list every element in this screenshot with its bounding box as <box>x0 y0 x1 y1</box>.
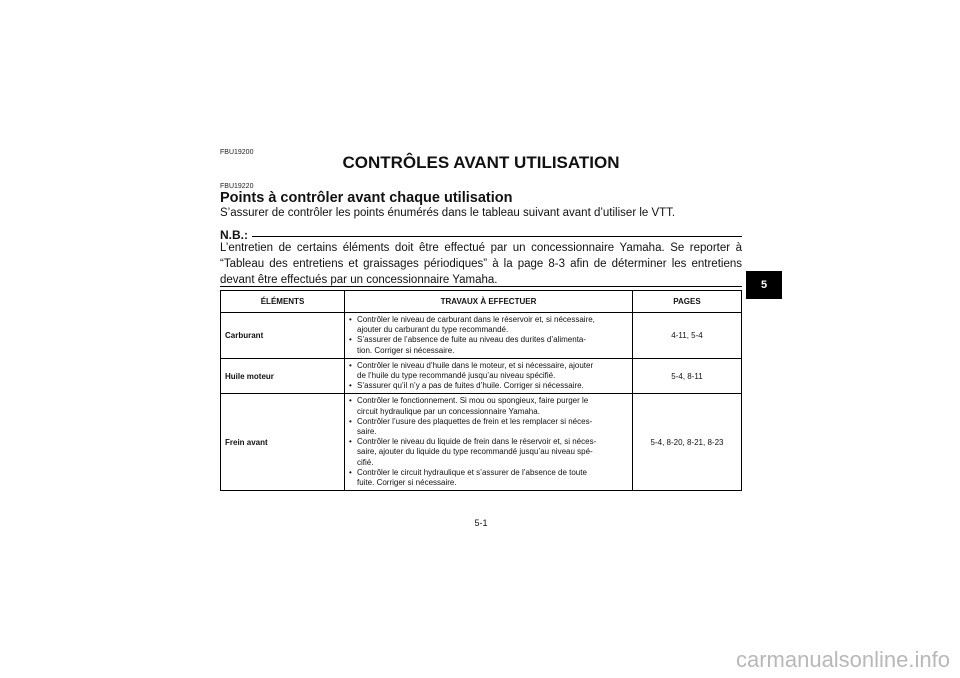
header-items: ÉLÉMENTS <box>221 291 345 313</box>
note-label: N.B.: <box>220 228 248 242</box>
note-divider-bottom <box>220 286 742 287</box>
page-number: 5-1 <box>474 518 488 528</box>
intro-text: S’assurer de contrôler les points énumérés dans le tableau suivant avant d’utiliser le VTT. <box>220 207 676 219</box>
pre-operation-check-table <box>220 290 742 491</box>
task-item: • Contrôler le circuit hydraulique et s’assurer de l’absence de toute fuite. Corriger si nécessaire. <box>349 468 628 488</box>
row-pages: 5-4, 8-20, 8-21, 8-23 <box>633 394 742 491</box>
header-tasks: TRAVAUX À EFFECTUER <box>345 291 633 313</box>
task-item: • Contrôler l’usure des plaquettes de frein et les remplacer si néces- saire. <box>349 417 628 437</box>
task-item: • Contrôler le niveau d’huile dans le moteur, et si nécessaire, ajouter de l’huile du type recommandé jusqu’au niveau spécifié. <box>349 361 628 381</box>
row-pages: 4-11, 5-4 <box>633 313 742 359</box>
header-pages: PAGES <box>633 291 742 313</box>
task-item: • S’assurer qu’il n’y a pas de fuites d’huile. Corriger si nécessaire. <box>349 381 628 391</box>
note-text: L’entretien de certains éléments doit être effectué par un concessionnaire Yamaha. Se reporter à “Tableau des entretiens et graissages périodiques” à la page 8-3 afin de déterminer les entretiens devant être effectués par un concessionnaire Yamaha. <box>220 242 742 286</box>
row-tasks <box>345 313 633 359</box>
table-row <box>221 358 742 394</box>
note-divider-top <box>252 236 742 237</box>
row-tasks <box>345 358 633 394</box>
table-header-row <box>221 291 742 313</box>
document-code-section: FBU19220 <box>220 183 254 190</box>
section-title: Points à contrôler avant chaque utilisation <box>220 190 513 206</box>
chapter-tab: 5 <box>746 271 782 299</box>
task-item: • Contrôler le niveau de carburant dans le réservoir et, si nécessaire, ajouter du carburant du type recommandé. <box>349 315 628 335</box>
task-item: • Contrôler le fonctionnement. Si mou ou spongieux, faire purger le circuit hydraulique par un concessionnaire Yamaha. <box>349 396 628 416</box>
row-item: Huile moteur <box>221 358 345 394</box>
table-row <box>221 313 742 359</box>
watermark: carmanualsonline.info <box>735 647 950 672</box>
row-tasks <box>345 394 633 491</box>
table-row <box>221 394 742 491</box>
page-title: CONTRÔLES AVANT UTILISATION <box>342 153 620 172</box>
document-code-main: FBU19200 <box>220 149 254 156</box>
row-item: Carburant <box>221 313 345 359</box>
row-pages: 5-4, 8-11 <box>633 358 742 394</box>
task-item: • S’assurer de l’absence de fuite au niveau des durites d’alimenta- tion. Corriger si nécessaire. <box>349 335 628 355</box>
task-item: • Contrôler le niveau du liquide de frein dans le réservoir et, si néces- saire, ajouter du liquide du type recommandé jusqu’au niveau spé- cifié. <box>349 437 628 468</box>
row-item: Frein avant <box>221 394 345 491</box>
